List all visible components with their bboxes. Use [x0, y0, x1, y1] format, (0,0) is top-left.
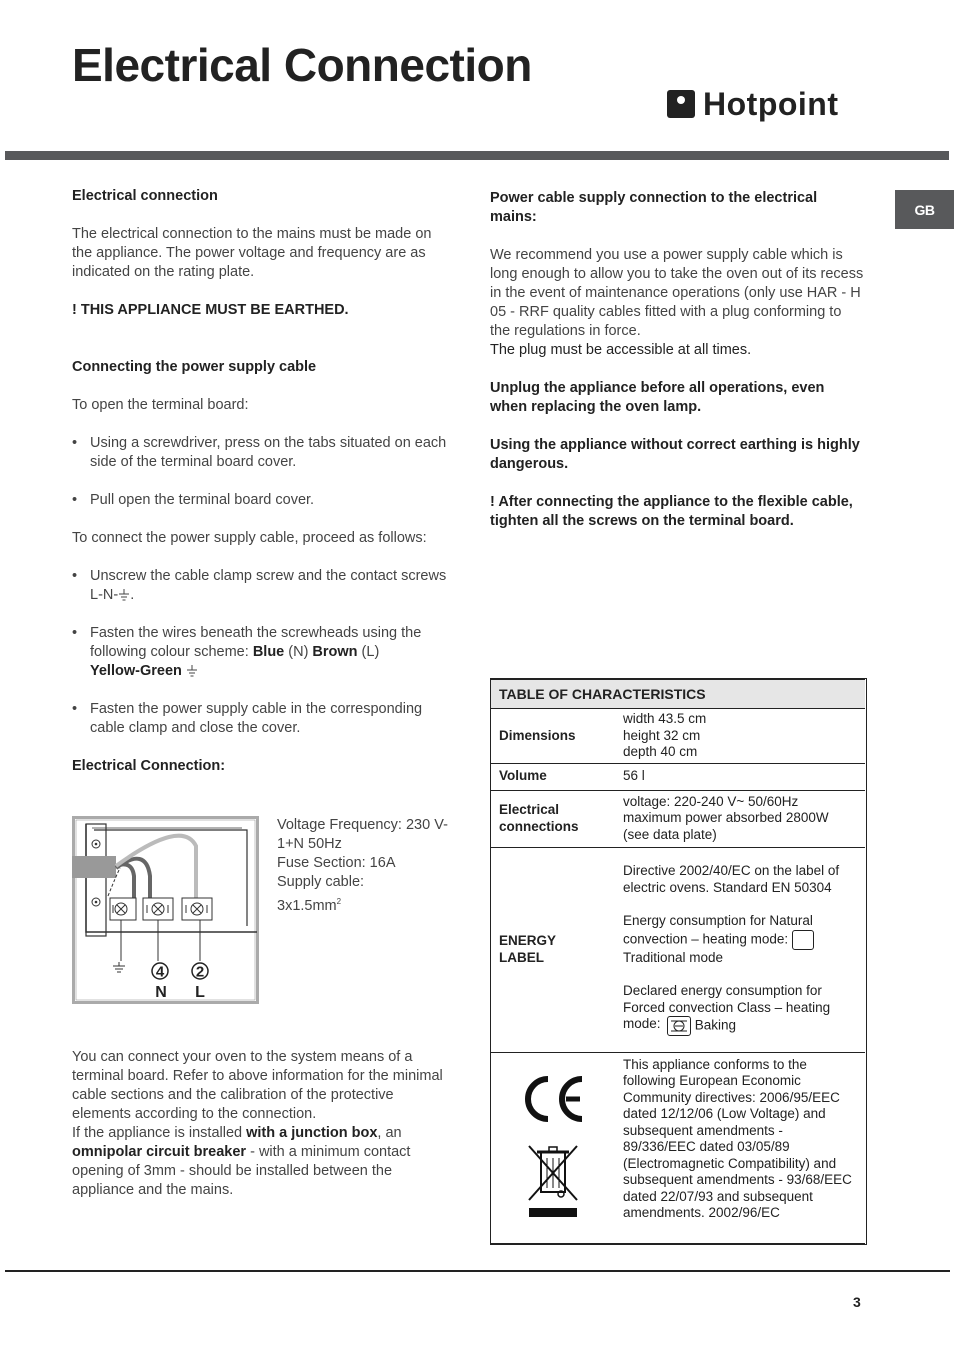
characteristics-table: [490, 678, 867, 1245]
spec-fuse: Fuse Section: 16A: [277, 855, 396, 871]
header-divider: [5, 151, 949, 160]
color-brown: Brown: [312, 644, 358, 660]
text: Traditional mode: [623, 949, 724, 965]
wiring-diagram: [72, 816, 259, 1004]
row-label: Volume: [491, 763, 615, 790]
text: , an: [377, 1125, 402, 1141]
section-heading: Power cable supply connection to the electrical mains:: [490, 190, 818, 225]
row-value: [615, 709, 865, 764]
dim-height: height 32 cm: [623, 727, 701, 743]
section-heading: Electrical Connection:: [72, 758, 226, 774]
bold-text: with a junction box: [246, 1125, 378, 1141]
warning-text: ! After connecting the appliance to the flexible cable, tighten all the screws on the terminal board.: [490, 494, 853, 529]
table-row: [491, 763, 865, 790]
spec-voltage: Voltage Frequency: 230 V-1+N 50Hz: [277, 817, 448, 852]
bullet-item: • Pull open the terminal board cover.: [72, 491, 447, 510]
text-n: (N): [284, 644, 313, 660]
earth-icon: [118, 589, 130, 601]
baking-mode-icon: [667, 1016, 691, 1036]
brand-logo: [667, 84, 839, 124]
page-number: 3: [853, 1294, 861, 1310]
elec-note: (see data plate): [623, 826, 717, 842]
terminal-label-n: N: [155, 984, 167, 1001]
bold-text: omnipolar circuit breaker: [72, 1144, 247, 1160]
dim-depth: depth 40 cm: [623, 744, 698, 759]
section-heading: Connecting the power supply cable: [72, 359, 317, 375]
terminal-number-4: 4: [155, 963, 165, 981]
spec-cable: [277, 892, 449, 916]
spec-cable-value: 3x1.5mm: [277, 897, 337, 914]
row-value: [615, 847, 865, 1052]
row-value: 56 l: [615, 763, 865, 790]
bullet-text: Fasten the wires beneath the screwheads using the following colour scheme:: [90, 625, 422, 660]
spec-cable-label: Supply cable:: [277, 874, 365, 890]
traditional-mode-icon: [792, 930, 814, 950]
bullet-item: • Using a screwdriver, press on the tabs situated on each side of the terminal board cover.: [72, 434, 447, 472]
paragraph: To open the terminal board:: [72, 397, 249, 413]
energy-label-2: LABEL: [499, 949, 544, 965]
warning-text: Unplug the appliance before all operations, even when replacing the oven lamp.: [490, 380, 825, 415]
terminal-number-2: 2: [195, 963, 205, 981]
language-tab: GB: [895, 190, 954, 229]
text: - with a minimum contact opening of 3mm - should be installed between the appliance and the mains.: [72, 1144, 411, 1198]
bullet-item: • Unscrew the cable clamp screw and the contact screws L-N- .: [72, 567, 447, 605]
dim-width: width 43.5 cm: [623, 711, 707, 726]
text: Baking: [694, 1017, 737, 1033]
energy-label-1: ENERGY: [499, 933, 557, 948]
row-label: [491, 1052, 615, 1243]
brand-name: Hotpoint: [703, 85, 839, 122]
color-blue: Blue: [252, 644, 285, 660]
warning-text: Using the appliance without correct earthing is highly dangerous.: [490, 437, 860, 472]
bullet-item: • Fasten the power supply cable in the corresponding cable clamp and close the cover.: [72, 700, 447, 738]
earth-icon: [186, 665, 198, 677]
terminal-label-l: L: [195, 984, 205, 1001]
table-row: [491, 1052, 865, 1243]
terminal-board-illustration: [72, 816, 259, 1004]
electrical-specs: [277, 816, 449, 916]
section-heading: Electrical connection: [72, 188, 218, 204]
ce-mark-icon: [518, 1071, 588, 1127]
left-column: [72, 187, 447, 776]
footer-divider: [5, 1270, 950, 1272]
text: Declared energy consumption for Forced convection Class – heating mode:: [623, 983, 831, 1032]
bullet-text: Unscrew the cable clamp screw and the contact screws L-N-: [90, 568, 447, 603]
table-row: [491, 847, 865, 1052]
paragraph: The plug must be accessible at all times.: [490, 342, 752, 358]
paragraph: To connect the power supply cable, proceed as follows:: [72, 530, 427, 546]
superscript: 2: [336, 897, 342, 906]
elec-power: maximum power absorbed 2800W: [623, 810, 829, 826]
paragraph: [72, 1124, 447, 1200]
text-l: (L): [357, 644, 380, 660]
hotpoint-logo-icon: [667, 90, 695, 118]
table-row: [491, 709, 865, 764]
page-title: Electrical Connection: [72, 39, 532, 91]
warning-text: ! THIS APPLIANCE MUST BE EARTHED.: [72, 302, 349, 318]
table-header: TABLE OF CHARACTERISTICS: [491, 680, 865, 709]
table-row: [491, 790, 865, 847]
elec-voltage: voltage: 220-240 V~ 50/60Hz: [623, 793, 799, 809]
left-bottom-text: [72, 1048, 447, 1200]
paragraph: The electrical connection to the mains must be made on the appliance. The power voltage and frequency are as indicated on the rating plate.: [72, 226, 432, 280]
weee-bin-icon: [525, 1144, 581, 1220]
paragraph: We recommend you use a power supply cable which is long enough to allow you to take the oven out of its recess in the event of maintenance operations (only use HAR - H 05 - RRF quality cables fitted with a plug conforming to the regulations in force.: [490, 247, 864, 339]
row-value: This appliance conforms to the following European Economic Community directives: 2006/95/EEC dated 12/12/06 (Low Voltage) and subsequent amendments - 89/336/EEC dated 03/05/89 (Electromagnetic Compatibility) and subsequent amendments - 93/68/EEC dated 22/07/93 and subsequent amendments. 2002/96/EC: [615, 1052, 865, 1243]
color-yellow-green: Yellow-Green: [90, 663, 182, 679]
energy-natural: [623, 913, 857, 950]
text: Energy consumption for Natural convection – heating mode:: [623, 913, 813, 947]
row-value: [615, 790, 865, 847]
row-label: Dimensions: [491, 709, 615, 764]
energy-directive: Directive 2002/40/EC on the label of electric ovens. Standard EN 50304: [623, 863, 840, 895]
right-column: [490, 189, 865, 531]
row-label: Electrical connections: [491, 790, 615, 847]
text: If the appliance is installed: [72, 1125, 247, 1141]
bullet-item: [72, 624, 447, 681]
paragraph: You can connect your oven to the system means of a terminal board. Refer to above information for the minimal cable sections and the calibration of the protective elements according to the connection.: [72, 1049, 443, 1122]
row-label: [491, 847, 615, 1052]
